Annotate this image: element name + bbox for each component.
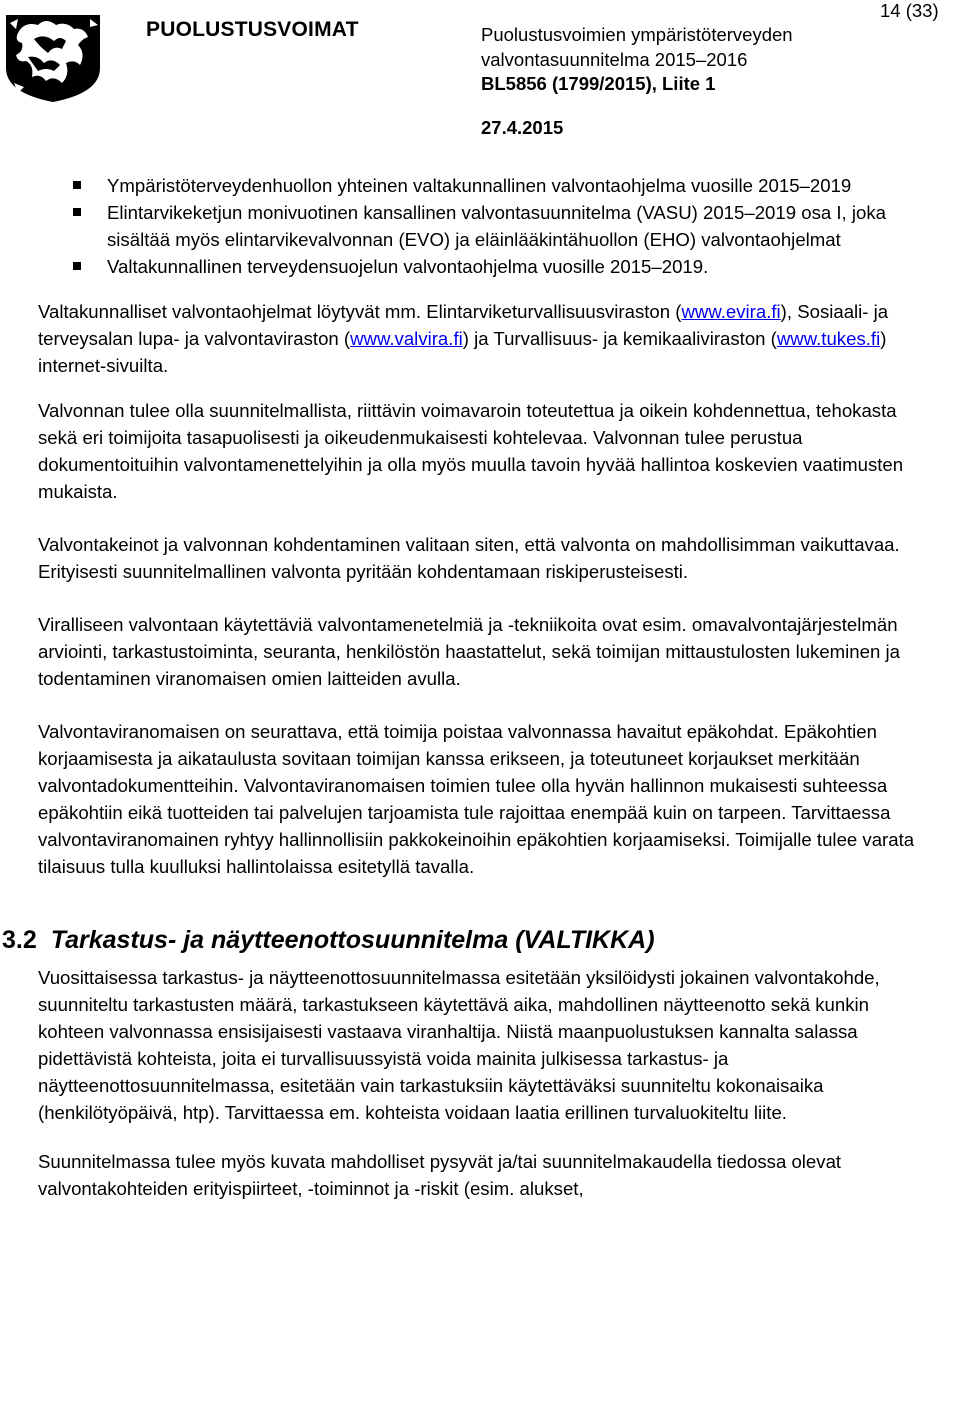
list-item: Ympäristöterveydenhuollon yhteinen valtakunnallinen valvontaohjelma vuosille 2015–2019: [38, 172, 938, 199]
document-title-line-1: Puolustusvoimien ympäristöterveyden: [481, 24, 793, 45]
document-title: [481, 22, 793, 72]
section-title: Tarkastus- ja näytteenottosuunnitelma (VALTIKKA): [50, 926, 655, 954]
evira-link[interactable]: www.evira.fi: [681, 301, 781, 322]
paragraph: Valvontakeinot ja valvonnan kohdentaminen valitaan siten, että valvonta on mahdollisimman vaikuttavaa. Erityisesti suunnitelmallinen valvonta pyritään kohdentamaan riskiperusteisesti.: [38, 534, 900, 582]
paragraph: Suunnitelmassa tulee myös kuvata mahdolliset pysyvät ja/tai suunnitelmakaudella tiedossa olevat valvontakohteiden erityispiirteet, -toiminnot ja -riskit (esim. alukset,: [38, 1151, 842, 1199]
links-text-1: Valtakunnalliset valvontaohjelmat löytyvät mm. Elintarviketurvallisuusviraston (: [38, 301, 682, 322]
document-date: 27.4.2015: [481, 117, 564, 138]
links-text-3: ) ja Turvallisuus- ja kemikaaliviraston (: [462, 328, 777, 349]
paragraph: Viralliseen valvontaan käytettäviä valvontamenetelmiä ja -tekniikoita ovat esim. omavalvontajärjestelmän arviointi, tarkastustoiminta, seuranta, henkilöstön haastattelut, sekä toimijan mittaustulosten lukeminen ja todentaminen viranomaisen omien laitteiden avulla.: [38, 614, 900, 689]
page-body: [2, 172, 938, 1202]
list-item: Elintarvikeketjun monivuotinen kansallinen valvontasuunnitelma (VASU) 2015–2019 osa I, joka sisältää myös elintarvikevalvonnan (EVO) ja eläinlääkintähuollon (EHO) valvontaohjelmat: [38, 199, 938, 253]
valvira-link[interactable]: www.valvira.fi: [350, 328, 463, 349]
paragraph: Valvonnan tulee olla suunnitelmallista, riittävin voimavaroin toteutettua ja oikein kohdennettua, tehokasta sekä eri toimijoita tasapuolisesti ja oikeudenmukaisesti kohtelevaa. Valvonnan tulee perustua dokumentoituihin valvontamenettelyihin ja olla myös muulla tavoin hyvää hallintoa koskevien vaatimusten mukaista.: [38, 400, 904, 502]
paragraph: Valvontaviranomaisen on seurattava, että toimija poistaa valvonnassa havaitut epäkohdat. Epäkohtien korjaamisesta ja aikataulusta sovitaan toimijan kanssa erikseen, ja toteutuneet korjaukset merkitään valvontadokumentteihin. Valvontaviranomaisen toimien tulee olla hyvän hallinnon mukaisesti suhteessa epäkohtiin eikä tuotteiden tai palvelujen tarjoamista tule rajoittaa enempää kuin on tarpeen. Tarvittaessa valvontaviranomainen ryhtyy hallinnollisiin pakkokeinoihin epäkohtien korjaamiseksi. Toimijalle tulee varata tilaisuus tulla kuulluksi hallintolaissa esitetyllä tavalla.: [38, 721, 915, 877]
section-number: 3.2: [2, 926, 37, 954]
section-heading: [2, 924, 938, 956]
links-text-4: ) internet-sivuilta.: [38, 328, 887, 376]
page-number: 14 (33): [880, 0, 939, 21]
lion-emblem-logo: [4, 13, 102, 103]
links-paragraph: [38, 298, 938, 379]
list-item: Valtakunnallinen terveydensuojelun valvontaohjelma vuosille 2015–2019.: [38, 253, 938, 280]
document-reference: BL5856 (1799/2015), Liite 1: [481, 73, 716, 94]
links-text-2: ), Sosiaali- ja terveysalan lupa- ja valvontaviraston (: [38, 301, 889, 349]
document-title-line-2: valvontasuunnitelma 2015–2016: [481, 49, 748, 70]
program-list: [38, 172, 938, 280]
organization-name: PUOLUSTUSVOIMAT: [146, 18, 359, 41]
paragraph: Vuosittaisessa tarkastus- ja näytteenottosuunnitelmassa esitetään yksilöidysti jokainen valvontakohde, suunniteltu tarkastusten määrä, tarkastukseen käytettävä aika, mahdollinen näytteenotto sekä kunkin kohteen valvonnassa ensisijaisesti vastaava viranhaltija. Niistä maanpuolustuksen kannalta salassa pidettävistä kohteista, joita ei turvallisuussyistä voida mainita julkisessa tarkastus- ja näytteenottosuunnitelmassa, esitetään vain tarkastuksiin käytettäväksi suunniteltu kokonaisaika (henkilötyöpäivä, htp). Tarvittaessa em. kohteista voidaan laatia erillinen turvaluokiteltu liite.: [38, 967, 880, 1123]
tukes-link[interactable]: www.tukes.fi: [776, 328, 881, 349]
